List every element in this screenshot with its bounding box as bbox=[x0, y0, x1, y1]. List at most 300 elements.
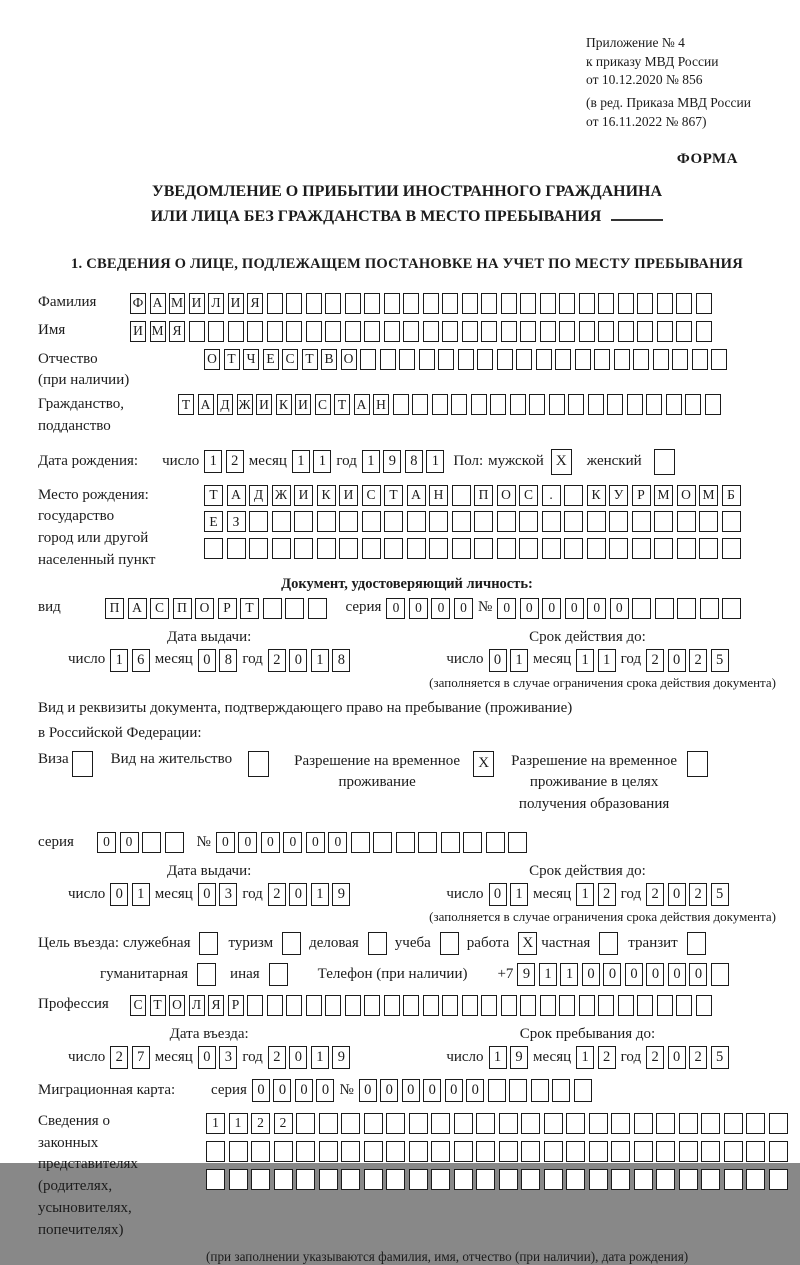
char-cell[interactable] bbox=[609, 511, 628, 532]
migration-number-input[interactable] bbox=[359, 1079, 592, 1102]
char-cell[interactable]: 5 bbox=[711, 883, 729, 906]
char-cell[interactable] bbox=[384, 995, 400, 1016]
char-cell[interactable] bbox=[423, 293, 439, 314]
char-cell[interactable] bbox=[566, 1113, 585, 1134]
char-cell[interactable] bbox=[481, 293, 497, 314]
char-cell[interactable] bbox=[611, 1113, 630, 1134]
char-cell[interactable] bbox=[672, 349, 688, 370]
char-cell[interactable] bbox=[476, 1113, 495, 1134]
char-cell[interactable] bbox=[431, 1141, 450, 1162]
char-cell[interactable]: 3 bbox=[219, 1046, 237, 1069]
purpose-work-checkbox[interactable]: X bbox=[518, 932, 537, 955]
birth-place-input-row3[interactable] bbox=[204, 538, 741, 559]
char-cell[interactable]: 1 bbox=[510, 883, 528, 906]
char-cell[interactable] bbox=[380, 349, 396, 370]
char-cell[interactable] bbox=[423, 995, 439, 1016]
char-cell[interactable] bbox=[462, 321, 478, 342]
char-cell[interactable]: 1 bbox=[229, 1113, 248, 1134]
char-cell[interactable]: 1 bbox=[489, 1046, 507, 1069]
char-cell[interactable]: Т bbox=[224, 349, 240, 370]
char-cell[interactable] bbox=[441, 832, 460, 853]
char-cell[interactable] bbox=[423, 321, 439, 342]
char-cell[interactable]: Р bbox=[632, 485, 651, 506]
char-cell[interactable]: И bbox=[130, 321, 146, 342]
char-cell[interactable] bbox=[589, 1113, 608, 1134]
birth-month-input[interactable] bbox=[292, 450, 332, 473]
char-cell[interactable] bbox=[501, 293, 517, 314]
char-cell[interactable]: Т bbox=[150, 995, 166, 1016]
arrival-year[interactable] bbox=[268, 1046, 351, 1069]
char-cell[interactable]: И bbox=[189, 293, 205, 314]
char-cell[interactable] bbox=[364, 1113, 383, 1134]
char-cell[interactable]: 2 bbox=[268, 1046, 286, 1069]
char-cell[interactable]: Р bbox=[228, 995, 244, 1016]
char-cell[interactable]: Я bbox=[208, 995, 224, 1016]
char-cell[interactable] bbox=[454, 1169, 473, 1190]
char-cell[interactable] bbox=[208, 321, 224, 342]
char-cell[interactable]: А bbox=[227, 485, 246, 506]
char-cell[interactable]: 0 bbox=[565, 598, 584, 619]
char-cell[interactable] bbox=[508, 832, 527, 853]
char-cell[interactable] bbox=[471, 394, 487, 415]
char-cell[interactable] bbox=[724, 1141, 743, 1162]
char-cell[interactable] bbox=[701, 1169, 720, 1190]
temp-residence-education-checkbox[interactable] bbox=[687, 751, 708, 777]
char-cell[interactable] bbox=[769, 1141, 788, 1162]
char-cell[interactable] bbox=[432, 394, 448, 415]
char-cell[interactable] bbox=[611, 1169, 630, 1190]
char-cell[interactable] bbox=[634, 1169, 653, 1190]
doc-kind-input[interactable] bbox=[105, 598, 327, 619]
char-cell[interactable] bbox=[655, 598, 674, 619]
char-cell[interactable]: Т bbox=[302, 349, 318, 370]
char-cell[interactable] bbox=[501, 995, 517, 1016]
char-cell[interactable]: 0 bbox=[198, 1046, 216, 1069]
char-cell[interactable] bbox=[476, 1141, 495, 1162]
char-cell[interactable] bbox=[516, 349, 532, 370]
char-cell[interactable] bbox=[637, 995, 653, 1016]
char-cell[interactable] bbox=[418, 832, 437, 853]
char-cell[interactable]: . bbox=[542, 485, 561, 506]
char-cell[interactable]: 0 bbox=[689, 963, 707, 986]
char-cell[interactable] bbox=[285, 598, 304, 619]
char-cell[interactable] bbox=[384, 293, 400, 314]
char-cell[interactable] bbox=[286, 995, 302, 1016]
char-cell[interactable]: Е bbox=[263, 349, 279, 370]
char-cell[interactable]: 0 bbox=[409, 598, 428, 619]
stay-issue-year[interactable] bbox=[268, 883, 351, 906]
char-cell[interactable]: Т bbox=[240, 598, 259, 619]
char-cell[interactable]: 0 bbox=[359, 1079, 377, 1102]
char-cell[interactable] bbox=[574, 1079, 592, 1102]
char-cell[interactable]: 0 bbox=[668, 649, 686, 672]
char-cell[interactable]: 0 bbox=[386, 598, 405, 619]
char-cell[interactable] bbox=[666, 394, 682, 415]
char-cell[interactable] bbox=[555, 349, 571, 370]
char-cell[interactable]: 5 bbox=[711, 649, 729, 672]
char-cell[interactable]: 1 bbox=[576, 649, 594, 672]
stay-until-month[interactable] bbox=[576, 1046, 616, 1069]
char-cell[interactable]: 1 bbox=[426, 450, 444, 473]
char-cell[interactable] bbox=[345, 293, 361, 314]
char-cell[interactable] bbox=[497, 538, 516, 559]
char-cell[interactable]: 0 bbox=[306, 832, 325, 853]
char-cell[interactable] bbox=[722, 598, 741, 619]
residence-permit-checkbox[interactable] bbox=[248, 751, 269, 777]
char-cell[interactable] bbox=[442, 995, 458, 1016]
char-cell[interactable]: 2 bbox=[598, 883, 616, 906]
char-cell[interactable]: 2 bbox=[689, 649, 707, 672]
char-cell[interactable] bbox=[452, 538, 471, 559]
char-cell[interactable]: 1 bbox=[576, 883, 594, 906]
char-cell[interactable]: 0 bbox=[668, 963, 686, 986]
char-cell[interactable]: 1 bbox=[311, 1046, 329, 1069]
purpose-humanitarian-checkbox[interactable] bbox=[197, 963, 216, 986]
representatives-input-row3[interactable] bbox=[206, 1169, 788, 1190]
char-cell[interactable] bbox=[634, 1141, 653, 1162]
char-cell[interactable]: 0 bbox=[273, 1079, 291, 1102]
char-cell[interactable]: 0 bbox=[610, 598, 629, 619]
char-cell[interactable]: 0 bbox=[646, 963, 664, 986]
char-cell[interactable] bbox=[351, 832, 370, 853]
char-cell[interactable] bbox=[657, 321, 673, 342]
char-cell[interactable] bbox=[364, 1141, 383, 1162]
char-cell[interactable] bbox=[341, 1141, 360, 1162]
char-cell[interactable]: 5 bbox=[711, 1046, 729, 1069]
char-cell[interactable] bbox=[722, 511, 741, 532]
char-cell[interactable]: 0 bbox=[668, 1046, 686, 1069]
char-cell[interactable]: Т bbox=[204, 485, 223, 506]
char-cell[interactable] bbox=[611, 1141, 630, 1162]
char-cell[interactable] bbox=[325, 293, 341, 314]
char-cell[interactable]: 0 bbox=[316, 1079, 334, 1102]
char-cell[interactable] bbox=[544, 1169, 563, 1190]
char-cell[interactable]: 0 bbox=[198, 649, 216, 672]
char-cell[interactable] bbox=[386, 1169, 405, 1190]
char-cell[interactable]: 1 bbox=[362, 450, 380, 473]
char-cell[interactable] bbox=[549, 394, 565, 415]
char-cell[interactable] bbox=[403, 321, 419, 342]
char-cell[interactable] bbox=[637, 321, 653, 342]
visa-checkbox[interactable] bbox=[72, 751, 93, 777]
char-cell[interactable] bbox=[325, 995, 341, 1016]
char-cell[interactable] bbox=[306, 321, 322, 342]
char-cell[interactable]: 9 bbox=[332, 883, 350, 906]
char-cell[interactable] bbox=[696, 293, 712, 314]
char-cell[interactable]: 0 bbox=[625, 963, 643, 986]
char-cell[interactable]: С bbox=[315, 394, 331, 415]
char-cell[interactable] bbox=[501, 321, 517, 342]
char-cell[interactable] bbox=[263, 598, 282, 619]
purpose-transit-checkbox[interactable] bbox=[687, 932, 706, 955]
char-cell[interactable]: С bbox=[150, 598, 169, 619]
char-cell[interactable] bbox=[677, 598, 696, 619]
char-cell[interactable]: 0 bbox=[198, 883, 216, 906]
char-cell[interactable] bbox=[579, 995, 595, 1016]
char-cell[interactable]: З bbox=[227, 511, 246, 532]
doc-series-input[interactable] bbox=[386, 598, 473, 619]
char-cell[interactable] bbox=[657, 293, 673, 314]
char-cell[interactable] bbox=[705, 394, 721, 415]
char-cell[interactable] bbox=[564, 511, 583, 532]
char-cell[interactable]: 0 bbox=[110, 883, 128, 906]
char-cell[interactable] bbox=[607, 394, 623, 415]
char-cell[interactable] bbox=[579, 321, 595, 342]
char-cell[interactable]: 2 bbox=[689, 883, 707, 906]
char-cell[interactable]: 2 bbox=[251, 1113, 270, 1134]
char-cell[interactable] bbox=[564, 485, 583, 506]
char-cell[interactable] bbox=[228, 321, 244, 342]
char-cell[interactable] bbox=[339, 511, 358, 532]
stay-expiry-day[interactable] bbox=[489, 883, 529, 906]
char-cell[interactable] bbox=[462, 995, 478, 1016]
char-cell[interactable] bbox=[722, 538, 741, 559]
char-cell[interactable]: Д bbox=[249, 485, 268, 506]
char-cell[interactable]: С bbox=[362, 485, 381, 506]
char-cell[interactable] bbox=[497, 511, 516, 532]
doc-number-input[interactable] bbox=[497, 598, 741, 619]
char-cell[interactable] bbox=[274, 1141, 293, 1162]
name-input[interactable] bbox=[130, 321, 712, 342]
char-cell[interactable]: С bbox=[282, 349, 298, 370]
char-cell[interactable]: 0 bbox=[328, 832, 347, 853]
char-cell[interactable]: 1 bbox=[206, 1113, 225, 1134]
char-cell[interactable]: Т bbox=[384, 485, 403, 506]
char-cell[interactable]: И bbox=[295, 394, 311, 415]
char-cell[interactable] bbox=[267, 293, 283, 314]
char-cell[interactable] bbox=[510, 394, 526, 415]
char-cell[interactable] bbox=[711, 349, 727, 370]
char-cell[interactable] bbox=[319, 1141, 338, 1162]
char-cell[interactable]: О bbox=[497, 485, 516, 506]
patronymic-input[interactable] bbox=[204, 349, 727, 370]
char-cell[interactable]: 1 bbox=[598, 649, 616, 672]
char-cell[interactable] bbox=[769, 1169, 788, 1190]
char-cell[interactable] bbox=[409, 1141, 428, 1162]
char-cell[interactable] bbox=[339, 538, 358, 559]
char-cell[interactable] bbox=[452, 485, 471, 506]
char-cell[interactable]: 0 bbox=[289, 649, 307, 672]
char-cell[interactable] bbox=[519, 538, 538, 559]
char-cell[interactable]: К bbox=[276, 394, 292, 415]
char-cell[interactable] bbox=[249, 538, 268, 559]
char-cell[interactable]: П bbox=[173, 598, 192, 619]
char-cell[interactable] bbox=[685, 394, 701, 415]
char-cell[interactable]: Я bbox=[169, 321, 185, 342]
char-cell[interactable] bbox=[474, 538, 493, 559]
char-cell[interactable] bbox=[364, 321, 380, 342]
char-cell[interactable]: П bbox=[474, 485, 493, 506]
char-cell[interactable]: 0 bbox=[454, 598, 473, 619]
char-cell[interactable] bbox=[306, 293, 322, 314]
char-cell[interactable] bbox=[204, 538, 223, 559]
char-cell[interactable]: 8 bbox=[219, 649, 237, 672]
char-cell[interactable]: 0 bbox=[587, 598, 606, 619]
stay-number-input[interactable] bbox=[216, 832, 528, 853]
char-cell[interactable] bbox=[247, 995, 263, 1016]
char-cell[interactable] bbox=[386, 1141, 405, 1162]
char-cell[interactable] bbox=[711, 963, 729, 986]
char-cell[interactable]: 0 bbox=[289, 1046, 307, 1069]
char-cell[interactable] bbox=[458, 349, 474, 370]
char-cell[interactable]: А bbox=[150, 293, 166, 314]
surname-input[interactable] bbox=[130, 293, 712, 314]
char-cell[interactable]: 0 bbox=[445, 1079, 463, 1102]
char-cell[interactable] bbox=[531, 1079, 549, 1102]
char-cell[interactable] bbox=[249, 511, 268, 532]
birth-place-input-row1[interactable] bbox=[204, 485, 741, 506]
char-cell[interactable] bbox=[746, 1141, 765, 1162]
char-cell[interactable] bbox=[438, 349, 454, 370]
char-cell[interactable] bbox=[559, 321, 575, 342]
identity-expiry-year[interactable] bbox=[646, 649, 729, 672]
char-cell[interactable] bbox=[345, 995, 361, 1016]
representatives-input-row2[interactable] bbox=[206, 1141, 788, 1162]
char-cell[interactable]: М bbox=[699, 485, 718, 506]
char-cell[interactable]: 1 bbox=[313, 450, 331, 473]
char-cell[interactable] bbox=[656, 1141, 675, 1162]
stay-issue-month[interactable] bbox=[198, 883, 238, 906]
char-cell[interactable]: Л bbox=[208, 293, 224, 314]
char-cell[interactable] bbox=[589, 1169, 608, 1190]
char-cell[interactable] bbox=[272, 511, 291, 532]
char-cell[interactable]: 0 bbox=[582, 963, 600, 986]
char-cell[interactable] bbox=[696, 995, 712, 1016]
char-cell[interactable] bbox=[679, 1141, 698, 1162]
char-cell[interactable]: Р bbox=[218, 598, 237, 619]
char-cell[interactable] bbox=[699, 538, 718, 559]
char-cell[interactable] bbox=[701, 1141, 720, 1162]
char-cell[interactable]: 9 bbox=[510, 1046, 528, 1069]
char-cell[interactable] bbox=[529, 394, 545, 415]
representatives-input-row1[interactable] bbox=[206, 1113, 788, 1134]
char-cell[interactable]: 0 bbox=[520, 598, 539, 619]
char-cell[interactable] bbox=[403, 293, 419, 314]
char-cell[interactable] bbox=[614, 349, 630, 370]
char-cell[interactable]: 0 bbox=[97, 832, 116, 853]
birth-year-input[interactable] bbox=[362, 450, 445, 473]
char-cell[interactable] bbox=[701, 1113, 720, 1134]
char-cell[interactable] bbox=[564, 538, 583, 559]
char-cell[interactable] bbox=[452, 511, 471, 532]
char-cell[interactable] bbox=[598, 995, 614, 1016]
char-cell[interactable] bbox=[319, 1169, 338, 1190]
char-cell[interactable] bbox=[476, 1169, 495, 1190]
char-cell[interactable] bbox=[677, 538, 696, 559]
char-cell[interactable] bbox=[589, 1141, 608, 1162]
char-cell[interactable]: 2 bbox=[110, 1046, 128, 1069]
char-cell[interactable] bbox=[481, 321, 497, 342]
char-cell[interactable] bbox=[520, 321, 536, 342]
arrival-month[interactable] bbox=[198, 1046, 238, 1069]
char-cell[interactable] bbox=[317, 511, 336, 532]
char-cell[interactable] bbox=[296, 1113, 315, 1134]
char-cell[interactable] bbox=[637, 293, 653, 314]
char-cell[interactable] bbox=[646, 394, 662, 415]
char-cell[interactable] bbox=[618, 995, 634, 1016]
char-cell[interactable]: 2 bbox=[268, 649, 286, 672]
char-cell[interactable]: 2 bbox=[598, 1046, 616, 1069]
char-cell[interactable] bbox=[429, 511, 448, 532]
char-cell[interactable] bbox=[588, 394, 604, 415]
citizenship-input[interactable] bbox=[178, 394, 721, 415]
char-cell[interactable] bbox=[679, 1169, 698, 1190]
char-cell[interactable] bbox=[676, 293, 692, 314]
purpose-tourism-checkbox[interactable] bbox=[282, 932, 301, 955]
char-cell[interactable] bbox=[442, 293, 458, 314]
identity-issue-day[interactable] bbox=[110, 649, 150, 672]
char-cell[interactable] bbox=[519, 511, 538, 532]
char-cell[interactable] bbox=[488, 1079, 506, 1102]
char-cell[interactable] bbox=[520, 995, 536, 1016]
char-cell[interactable] bbox=[627, 394, 643, 415]
char-cell[interactable]: 1 bbox=[311, 883, 329, 906]
char-cell[interactable]: 0 bbox=[283, 832, 302, 853]
char-cell[interactable]: А bbox=[198, 394, 214, 415]
char-cell[interactable] bbox=[229, 1141, 248, 1162]
char-cell[interactable]: О bbox=[204, 349, 220, 370]
char-cell[interactable] bbox=[536, 349, 552, 370]
char-cell[interactable]: 9 bbox=[517, 963, 535, 986]
char-cell[interactable] bbox=[520, 293, 536, 314]
char-cell[interactable]: Ч bbox=[243, 349, 259, 370]
char-cell[interactable]: Ж bbox=[272, 485, 291, 506]
char-cell[interactable] bbox=[499, 1141, 518, 1162]
char-cell[interactable]: 0 bbox=[295, 1079, 313, 1102]
char-cell[interactable] bbox=[618, 321, 634, 342]
char-cell[interactable] bbox=[509, 1079, 527, 1102]
char-cell[interactable] bbox=[142, 832, 161, 853]
char-cell[interactable]: 0 bbox=[289, 883, 307, 906]
char-cell[interactable]: Н bbox=[429, 485, 448, 506]
char-cell[interactable] bbox=[540, 293, 556, 314]
char-cell[interactable] bbox=[206, 1141, 225, 1162]
char-cell[interactable] bbox=[598, 293, 614, 314]
purpose-business-checkbox[interactable] bbox=[368, 932, 387, 955]
char-cell[interactable] bbox=[656, 1113, 675, 1134]
char-cell[interactable] bbox=[407, 538, 426, 559]
char-cell[interactable] bbox=[431, 1113, 450, 1134]
char-cell[interactable] bbox=[396, 832, 415, 853]
phone-input[interactable] bbox=[517, 963, 729, 986]
char-cell[interactable] bbox=[676, 995, 692, 1016]
char-cell[interactable] bbox=[566, 1169, 585, 1190]
char-cell[interactable]: 8 bbox=[332, 649, 350, 672]
char-cell[interactable]: 0 bbox=[402, 1079, 420, 1102]
char-cell[interactable] bbox=[657, 995, 673, 1016]
char-cell[interactable]: 1 bbox=[204, 450, 222, 473]
char-cell[interactable]: 0 bbox=[603, 963, 621, 986]
char-cell[interactable]: М bbox=[150, 321, 166, 342]
stay-series-input[interactable] bbox=[97, 832, 184, 853]
char-cell[interactable] bbox=[364, 293, 380, 314]
char-cell[interactable] bbox=[632, 598, 651, 619]
char-cell[interactable] bbox=[724, 1169, 743, 1190]
gender-female-checkbox[interactable] bbox=[654, 449, 675, 475]
char-cell[interactable] bbox=[267, 321, 283, 342]
purpose-private-checkbox[interactable] bbox=[599, 932, 618, 955]
char-cell[interactable] bbox=[542, 511, 561, 532]
stay-until-day[interactable] bbox=[489, 1046, 529, 1069]
char-cell[interactable] bbox=[165, 832, 184, 853]
char-cell[interactable] bbox=[568, 394, 584, 415]
char-cell[interactable]: Д bbox=[217, 394, 233, 415]
char-cell[interactable] bbox=[251, 1169, 270, 1190]
char-cell[interactable]: О bbox=[677, 485, 696, 506]
char-cell[interactable] bbox=[442, 321, 458, 342]
char-cell[interactable] bbox=[552, 1079, 570, 1102]
char-cell[interactable] bbox=[618, 293, 634, 314]
